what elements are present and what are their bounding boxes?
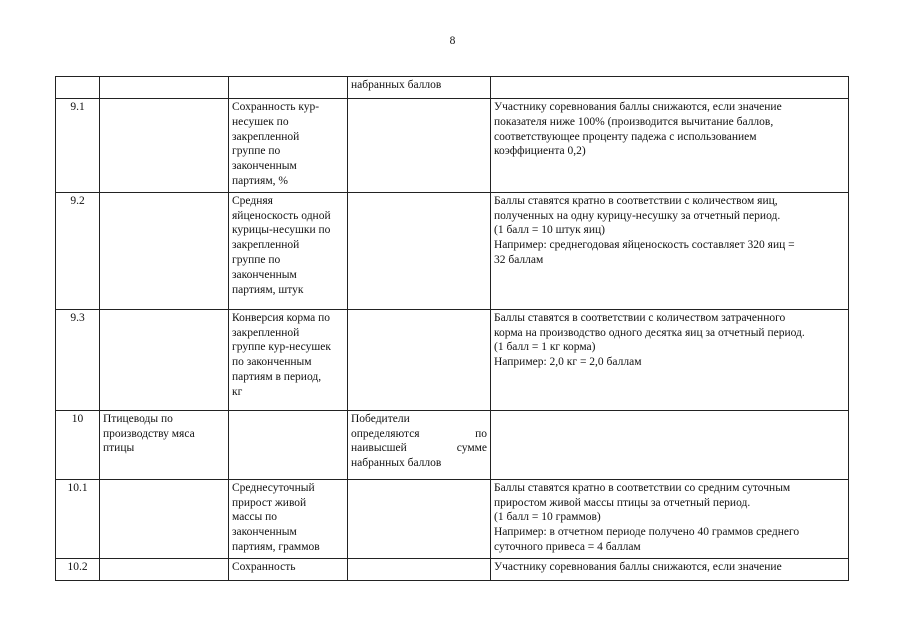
winner-determination-cell bbox=[348, 558, 491, 580]
text-line: законченным bbox=[232, 160, 297, 173]
nomination-cell bbox=[100, 192, 229, 309]
text-line: полученных на одну курицу-несушку за отчетный период. bbox=[494, 209, 781, 222]
text-line: яйценоскость одной bbox=[232, 209, 331, 222]
text-line: Например: в отчетном периоде получено 40 граммов среднего bbox=[494, 526, 800, 539]
text-line: приростом живой массы птицы за отчетный период. bbox=[494, 496, 751, 509]
text-line: соответствующее проценту падежа с использованием bbox=[494, 130, 757, 143]
nomination-cell bbox=[100, 479, 229, 558]
text-line: набранных баллов bbox=[351, 79, 442, 91]
scoring-rule-cell bbox=[491, 479, 849, 558]
indicator-cell bbox=[229, 309, 348, 410]
winner-determination-cell bbox=[348, 479, 491, 558]
table-row bbox=[56, 99, 849, 193]
nomination-cell bbox=[100, 99, 229, 193]
text-line: 32 баллам bbox=[494, 253, 544, 266]
table-row bbox=[56, 77, 849, 99]
text-line: курицы-несушки по bbox=[232, 224, 331, 237]
text-line: несушек по bbox=[232, 115, 289, 128]
text-line: законченным bbox=[232, 268, 297, 281]
row-number-cell: 9.1 bbox=[56, 99, 100, 193]
text-line: закрепленной bbox=[232, 130, 300, 143]
indicator-cell bbox=[229, 77, 348, 99]
text-line: Среднесуточный bbox=[232, 481, 315, 494]
row-number-cell bbox=[56, 77, 100, 99]
row-number-cell: 9.2 bbox=[56, 192, 100, 309]
text-line: прирост живой bbox=[232, 496, 307, 509]
text-line: (1 балл = 1 кг корма) bbox=[494, 341, 596, 354]
table-row bbox=[56, 410, 849, 479]
table-row bbox=[56, 558, 849, 580]
table-row bbox=[56, 192, 849, 309]
scoring-rule-cell bbox=[491, 410, 849, 479]
row-number-cell: 10.1 bbox=[56, 479, 100, 558]
text-line: Сохранность кур- bbox=[232, 101, 320, 113]
scoring-rule-cell bbox=[491, 192, 849, 309]
winner-determination-cell bbox=[348, 77, 491, 99]
table-row bbox=[56, 309, 849, 410]
text-line: закрепленной bbox=[232, 239, 300, 252]
nomination-cell bbox=[100, 309, 229, 410]
text-line: закрепленной bbox=[232, 326, 300, 339]
row-number-cell: 10 bbox=[56, 410, 100, 479]
text-line: корма на производство одного десятка яиц за отчетный период. bbox=[494, 326, 805, 339]
indicator-cell bbox=[229, 558, 348, 580]
scoring-rule-cell bbox=[491, 558, 849, 580]
text-line: партиям, штук bbox=[232, 283, 304, 296]
text-line: Победители bbox=[351, 412, 410, 425]
text-line: кг bbox=[232, 385, 243, 398]
text-line: законченным bbox=[232, 526, 297, 539]
text-line: Конверсия корма по bbox=[232, 311, 331, 324]
winner-determination-cell bbox=[348, 192, 491, 309]
text-line: Птицеводы по bbox=[103, 412, 173, 425]
text-line: производству мяса bbox=[103, 427, 195, 440]
winner-determination-cell bbox=[348, 410, 491, 479]
indicator-cell bbox=[229, 99, 348, 193]
winner-determination-cell bbox=[348, 99, 491, 193]
indicator-cell bbox=[229, 479, 348, 558]
text-line: Средняя bbox=[232, 194, 273, 207]
text-line: Баллы ставятся кратно в соответствии с количеством яиц, bbox=[494, 194, 778, 207]
text-line: Например: среднегодовая яйценоскость составляет 320 яиц = bbox=[494, 239, 795, 252]
nomination-cell bbox=[100, 558, 229, 580]
indicator-cell bbox=[229, 192, 348, 309]
scoring-rule-cell bbox=[491, 309, 849, 410]
table-row bbox=[56, 479, 849, 558]
text-line: Баллы ставятся в соответствии с количеством затраченного bbox=[494, 311, 786, 324]
text-line: коэффициента 0,2) bbox=[494, 145, 586, 158]
text-line: группе по bbox=[232, 253, 281, 266]
text-line: Баллы ставятся кратно в соответствии со средним суточным bbox=[494, 481, 791, 494]
text-line: партиям, % bbox=[232, 174, 288, 187]
text-line: группе кур-несушек bbox=[232, 341, 331, 354]
text-line: массы по bbox=[232, 511, 278, 524]
text-line: (1 балл = 10 штук яиц) bbox=[494, 224, 605, 237]
text-line: определяются по bbox=[351, 427, 487, 440]
text-line: (1 балл = 10 граммов) bbox=[494, 511, 601, 524]
nomination-cell bbox=[100, 77, 229, 99]
text-line: наивысшей сумме bbox=[351, 442, 487, 455]
text-line: птицы bbox=[103, 442, 135, 455]
text-line: показателя ниже 100% (производится вычитание баллов, bbox=[494, 115, 774, 128]
text-line: по законченным bbox=[232, 356, 312, 369]
winner-determination-cell bbox=[348, 309, 491, 410]
text-line: Например: 2,0 кг = 2,0 баллам bbox=[494, 356, 642, 369]
text-line: Участнику соревнования баллы снижаются, если значение bbox=[494, 560, 782, 573]
text-line: суточного привеса = 4 баллам bbox=[494, 540, 641, 553]
competition-criteria-table bbox=[55, 76, 849, 581]
page-number: 8 bbox=[449, 35, 456, 47]
row-number-cell: 10.2 bbox=[56, 558, 100, 580]
text-line: набранных баллов bbox=[351, 457, 442, 470]
indicator-cell bbox=[229, 410, 348, 479]
row-number-cell: 9.3 bbox=[56, 309, 100, 410]
text-line: группе по bbox=[232, 145, 281, 158]
text-line: партиям в период, bbox=[232, 370, 322, 383]
text-line: Сохранность bbox=[232, 560, 296, 573]
scoring-rule-cell bbox=[491, 99, 849, 193]
text-line: Участнику соревнования баллы снижаются, если значение bbox=[494, 101, 782, 113]
text-line: партиям, граммов bbox=[232, 540, 320, 553]
nomination-cell bbox=[100, 410, 229, 479]
scoring-rule-cell bbox=[491, 77, 849, 99]
